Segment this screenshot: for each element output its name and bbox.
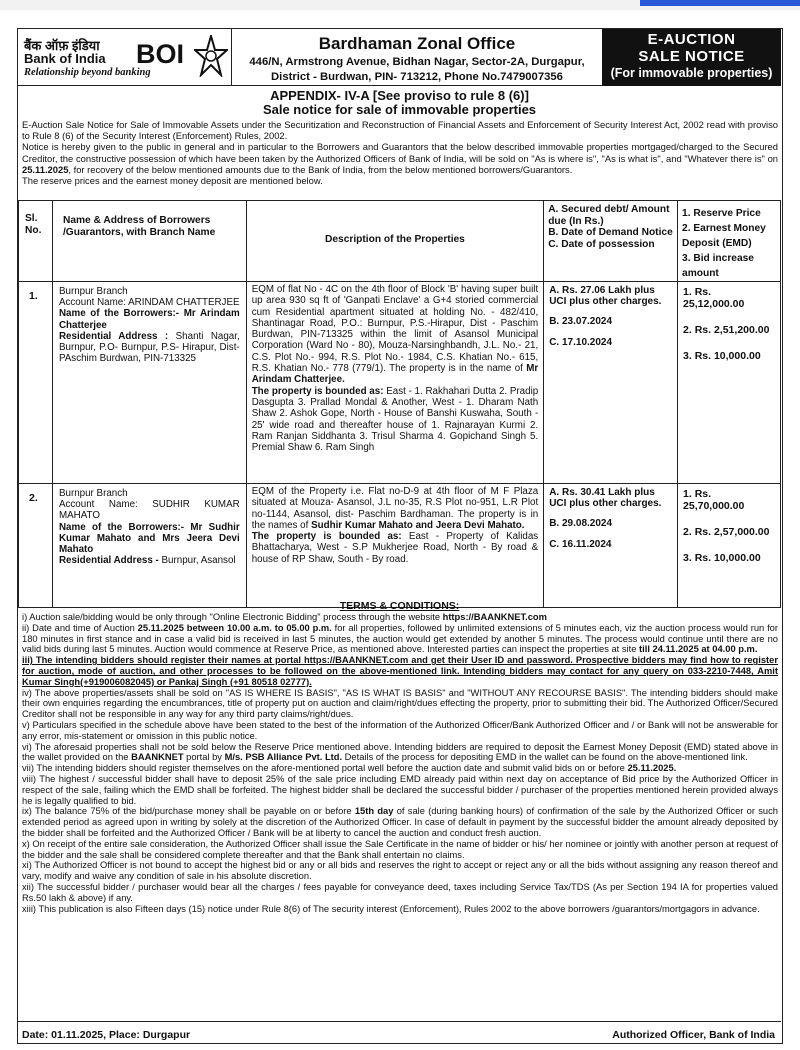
term-item [22, 763, 778, 774]
branch-name: Burnpur Branch [58, 488, 128, 499]
appendix-line-1: APPENDIX- IV-A [See proviso to rule 8 (6)] [270, 88, 529, 103]
residential-address [59, 331, 240, 365]
reserve-price: 1. Rs. 25,12,000.00 [683, 286, 745, 310]
office-block [232, 29, 602, 86]
term-item: iii) The intending bidders should register their names at portal https://BAANKNET.com and get their User ID and password. Prospective bidders may find how to register for auction, mode of auction, and other processes to be followed on the above-mentioned link. Intending bidders may contact for any query on 033-2210-7448, Amit Kumar Singh(+919006082045) or Pankaj Singh (+91 80518 02777). [22, 655, 778, 687]
bid-increase: 3. Rs. 10,000.00 [683, 552, 761, 564]
debt-header-a: A. Secured debt/ Amount due (In Rs.) [548, 204, 670, 227]
alliance-name: M/s. PSB Alliance Pvt. Ltd. [224, 752, 343, 763]
term-text: i) Auction sale/bidding would be only through "Online Electronic Bidding" process through the website [22, 612, 443, 622]
debt-header-c: C. Date of possession [548, 238, 655, 250]
demand-notice-date: B. 29.08.2024 [549, 518, 613, 530]
property-owner: Sudhir Kumar Mahato and Jeera Devi Mahato. [311, 519, 525, 531]
sale-notice-title: SALE NOTICE [638, 48, 745, 65]
debt-header-b: B. Date of Demand Notice [548, 227, 673, 238]
term-item: v) Particulars specified in the schedule above have been stated to the best of the information of the Authorized Officer/Bank Authorized Officer and / or Bank will not be answerable for any error, mis-statement or omission in this public notice. [22, 719, 778, 741]
boundary-label: The property is bounded as: [251, 385, 384, 397]
account-name: Account Name: ARINDAM CHATTERJEE [58, 297, 240, 309]
immovable-subtitle: (For immovable properties) [610, 66, 773, 80]
secured-debt: A. Rs. 27.06 Lakh plus UCI plus other charges. [549, 285, 662, 308]
address-label: Residential Address : [58, 330, 169, 342]
row-description [246, 484, 544, 608]
row-sl: 1. [19, 282, 53, 484]
term-text: vii) The intending bidders should register themselves on the afore-mentioned portal well before the auction date and submit valid bids on or before [22, 763, 628, 774]
emd-amount: 2. Rs. 2,51,200.00 [683, 324, 770, 336]
property-description: EQM of the Property i.e. Flat no-D-9 at 4th floor of M F Plaza situated at Mouza- Asansol, J.L no-35, R.S Plot no-951, L.R Plot no-1144, Asansol, dist- Paschim Bardhaman. The property is in the names of [251, 486, 539, 531]
notice-footer [18, 1021, 781, 1045]
col-header-debt [544, 201, 678, 282]
page-top-strip [0, 0, 800, 10]
col-header-sl: Sl. No. [19, 201, 53, 282]
portal-link: https://BAANKNET.com [442, 612, 547, 622]
term-text: ii) Date and time of Auction [22, 622, 138, 633]
term-item: x) On receipt of the entire sale consideration, the Authorized Officer shall issue the Sale Certificate in the name of bidder or his/ her nominee or jointly with another person at request of the bidder and the sale shall be considered complete thereafter and that the Bank shall entertain no claims. [22, 838, 778, 860]
bid-deadline: 25.11.2025. [627, 763, 677, 774]
table-header-row [19, 201, 781, 282]
address-text: Shanti Nagar, Burnpur, P.O- Burnpur, P.S- Hirapur, Dist- PAschim Burdwan, PIN-713325 [58, 330, 240, 365]
intro-line-1: E-Auction Sale Notice for Sale of Immovable Assets under the Securitization and Reconstruction of Financial Assets and Enforcement of Security Interest Act, 2002 read with proviso to Rule 8 (6) of the Security Interest (Enforcement) Rules, 2002. [22, 119, 778, 142]
star-logo-icon [194, 35, 228, 77]
terms-list [22, 612, 778, 914]
reserve-header-1: 1. Reserve Price [682, 208, 761, 219]
boundary-text: East - Property of Kalidas Bhattacharya, West - S.P Mukherjee Road, North - By road & house of RP Shaw, South - By road. [251, 531, 539, 565]
reserve-price: 1. Rs. 25,70,000.00 [683, 488, 745, 512]
term-item [22, 806, 778, 838]
term-item [22, 623, 778, 655]
reserve-header-3: 3. Bid increase amount [682, 253, 754, 279]
signatory: Authorized Officer, Bank of India [612, 1029, 775, 1041]
reserve-header-2: 2. Earnest Money Deposit (EMD) [682, 223, 766, 249]
row-reserve [678, 484, 781, 608]
bank-tagline: Relationship beyond banking [24, 67, 151, 78]
boi-logo-text: BOI [136, 39, 185, 69]
emd-amount: 2. Rs. 2,57,000.00 [683, 526, 770, 538]
bank-logo-block [18, 29, 232, 86]
term-item: xiii) This publication is also Fifteen days (15) notice under Rule 8(6) of The security interest (Enforcement), Rules 2002 to the above borrowers /guarantors/mortgagors in advance. [22, 903, 760, 914]
row-borrower [52, 484, 246, 608]
inspection-deadline: till 24.11.2025 at 04.00 p.m. [639, 644, 758, 655]
secured-debt: A. Rs. 30.41 Lakh plus UCI plus other charges. [549, 487, 662, 510]
intro-line-3: The reserve prices and the earnest money deposit are mentioned below. [22, 175, 323, 187]
auction-time: 25.11.2025 between 10.00 a.m. to 05.00 p.m. [137, 622, 332, 633]
terms-title: TERMS & CONDITIONS: [339, 600, 460, 612]
office-address-line-1: 446/N, Armstrong Avenue, Bidhan Nagar, Sector-2A, Durgapur, [249, 56, 585, 68]
term-text: portal by [183, 752, 225, 763]
possession-date: C. 16.11.2024 [549, 538, 612, 550]
date-place: Date: 01.11.2025, Place: Durgapur [22, 1029, 191, 1041]
intro-text: , for recovery of the below mentioned amounts due to the Bank of India, from the below mentioned borrowers/Guarantors. [68, 163, 573, 175]
portal-name: BAANKNET [131, 752, 184, 763]
property-table [18, 200, 781, 608]
row-debt [544, 282, 678, 484]
row-description [246, 282, 544, 484]
term-item: viii) The highest / successful bidder shall have to deposit 25% of the sale price including EMD already paid within next day on acceptance of Bid price by the Authorized Officer in respect of the sale, failing which the EMD shall be forfeited. The highest bidder shall be declared the successful bidder / purchaser of the properties mentioned herein provided always he is legally qualified to bid. [22, 773, 778, 806]
bid-increase: 3. Rs. 10,000.00 [683, 350, 761, 362]
term-text: vi) The aforesaid properties shall not be sold below the Reserve Price mentioned above. Intending bidders are required to deposit the Earnest Money Deposit (EMD) stated above in the wallet provided on the [22, 741, 778, 763]
term-text: ix) The balance 75% of the bid/purchase money shall be payable on or before [22, 806, 355, 817]
col-header-borrower: Name & Address of Borrowers /Guarantors, with Branch Name [52, 201, 246, 282]
property-owner: Mr Arindam Chatterjee. [251, 363, 539, 386]
possession-date: C. 17.10.2024 [549, 336, 613, 348]
boundary-text: East - 1. Rakhahari Dutta 2. Pradip Dasgupta 3. Prallad Mondal & Another, West - 1. Dharam Nath Shaw 2. Ashok Gope, North - House of Banshi Kuswaha, South - 25' wide road and thereafter house of 1. Rajnarayan Kurmi 2. Ram Ranjan Siddhanta 3. Trisul Sharma 4. Gopichand Singh 5. Premial Shaw 6. Ram Singh [251, 385, 539, 454]
col-header-reserve [678, 201, 781, 282]
table-row [19, 484, 781, 608]
demand-notice-date: B. 23.07.2024 [549, 316, 613, 328]
property-description: EQM of flat No - 4C on the 4th floor of Block 'B' having super built up area 930 sq ft of 'Ganpati Enclave' a G+4 storied commercial cum Residential apartment situated at holding No. - 482/410, Shantinagar Road, P.O.: Burnpur, P.S.-Hirapur, Dist - Paschim Burdwan, PIN-713325 within the limit of Asansol Municipal Corporation (Ward No - 80), Mouza-Narsinghbandh, J.L. No.- 21, C.S. Plot No.- 994, R.S. Plot No.- 1984, C.S. Khatian No.- 615, R.S. Khatian No.- 778 (779/1). The property is in the name of [251, 284, 539, 375]
row-sl: 2. [19, 484, 53, 608]
office-name: Bardhaman Zonal Office [318, 34, 516, 53]
term-item [22, 612, 778, 623]
appendix-heading [18, 89, 781, 117]
notice-sheet [17, 28, 783, 1044]
address-text: Burnpur, Asansol [158, 555, 236, 567]
borrower-names: Name of the Borrowers:- Mr Arindam Chatterjee [58, 308, 240, 331]
intro-line-2 [22, 141, 778, 175]
notice-header [18, 29, 781, 86]
term-item: iv) The above properties/assets shall be sold on "AS IS WHERE IS BASIS", "AS IS WHAT IS BASIS" and "WITHOUT ANY RECOURSE BASIS". The intending bidders should make their own enquiries regarding the encumbrances, title of property put on auction and claim/right/dues effecting the property, prior to submitting their bid. The Authorized Officer/Secured Creditor shall not be responsible in any way for any third party claims/right/dues. [22, 687, 778, 720]
boundary-label: The property is bounded as: [251, 531, 402, 543]
bank-hindi-name: बैंक ऑफ़ इंडिया [24, 38, 100, 53]
intro-text: Notice is hereby given to the public in general and in particular to the Borrowers and Guarantors that the below described immovable properties mortgaged/charged to the Secured Creditor, the constructive possession of which have been taken by the Authorized Officers of Bank of India, will be sold on "As is where is", "As is what is", and "Whatever there is" on [22, 141, 778, 164]
branch-name: Burnpur Branch [58, 286, 128, 297]
borrower-names: Name of the Borrowers:- Mr Sudhir Kumar Mahato and Mrs Jeera Devi Mahato [58, 521, 240, 556]
office-address-line-2: District - Burdwan, PIN- 713212, Phone No.7479007356 [271, 71, 563, 83]
table-row [19, 282, 781, 484]
bank-name: Bank of India [24, 51, 106, 66]
term-text: Details of the process for depositing EMD in the wallet can be found on the above-mentioned link. [342, 752, 748, 763]
term-item [22, 742, 778, 764]
term-text: for all properties, followed by unlimited extensions of 5 minutes each, viz the auction process would run for 180 minutes in first stance and in case a valid bid is received in last 5 minutes, the auction would get extended by another 5 minutes. The process would continue until there are no valid bids during last 5 minutes. Auction would commence at Reserve Price, as mentioned above. Interested parties can inspect the properties at site [22, 622, 778, 655]
row-debt [544, 484, 678, 608]
term-text: of sale (during banking hours) of confirmation of the sale by the Authorized Officer or such extended period as agreed upon in writing by solely at the discretion of the Authorized Officer. In case of default in payment by the successful bidder the amount already deposited by the bidder shall be forfeited and the Authorized Officer / Bank will be at liberty to cancel the auction and conduct fresh auction. [22, 806, 778, 838]
term-item: xi) The Authorized Officer is not bound to accept the highest bid or any or all bids and reserves the right to accept or reject any or all the bids without assigning any reason thereof and vary, modify and waive any condition of sale in his absolute discretion. [22, 860, 778, 882]
account-name: Account Name: SUDHIR KUMAR MAHATO [58, 499, 240, 522]
residential-address [59, 555, 240, 566]
eauction-title: E-AUCTION [647, 31, 736, 48]
row-borrower [52, 282, 246, 484]
appendix-line-2: Sale notice for sale of immovable properties [262, 102, 537, 117]
row-reserve [678, 282, 781, 484]
auction-date: 25.11.2025 [22, 163, 69, 175]
intro-paragraph [22, 119, 778, 186]
address-label: Residential Address - [58, 555, 159, 567]
col-header-description: Description of the Properties [246, 201, 544, 282]
term-item: xii) The successful bidder / purchaser would bear all the charges / fees payable for conveyance deed, taxes including Service Tax/TDS (As per Section 194 IA for properties valued Rs.50 lakh & above) if any. [22, 881, 778, 903]
top-accent-bar [640, 0, 800, 6]
payment-day: 15th day [354, 806, 394, 817]
eauction-banner [602, 29, 781, 86]
